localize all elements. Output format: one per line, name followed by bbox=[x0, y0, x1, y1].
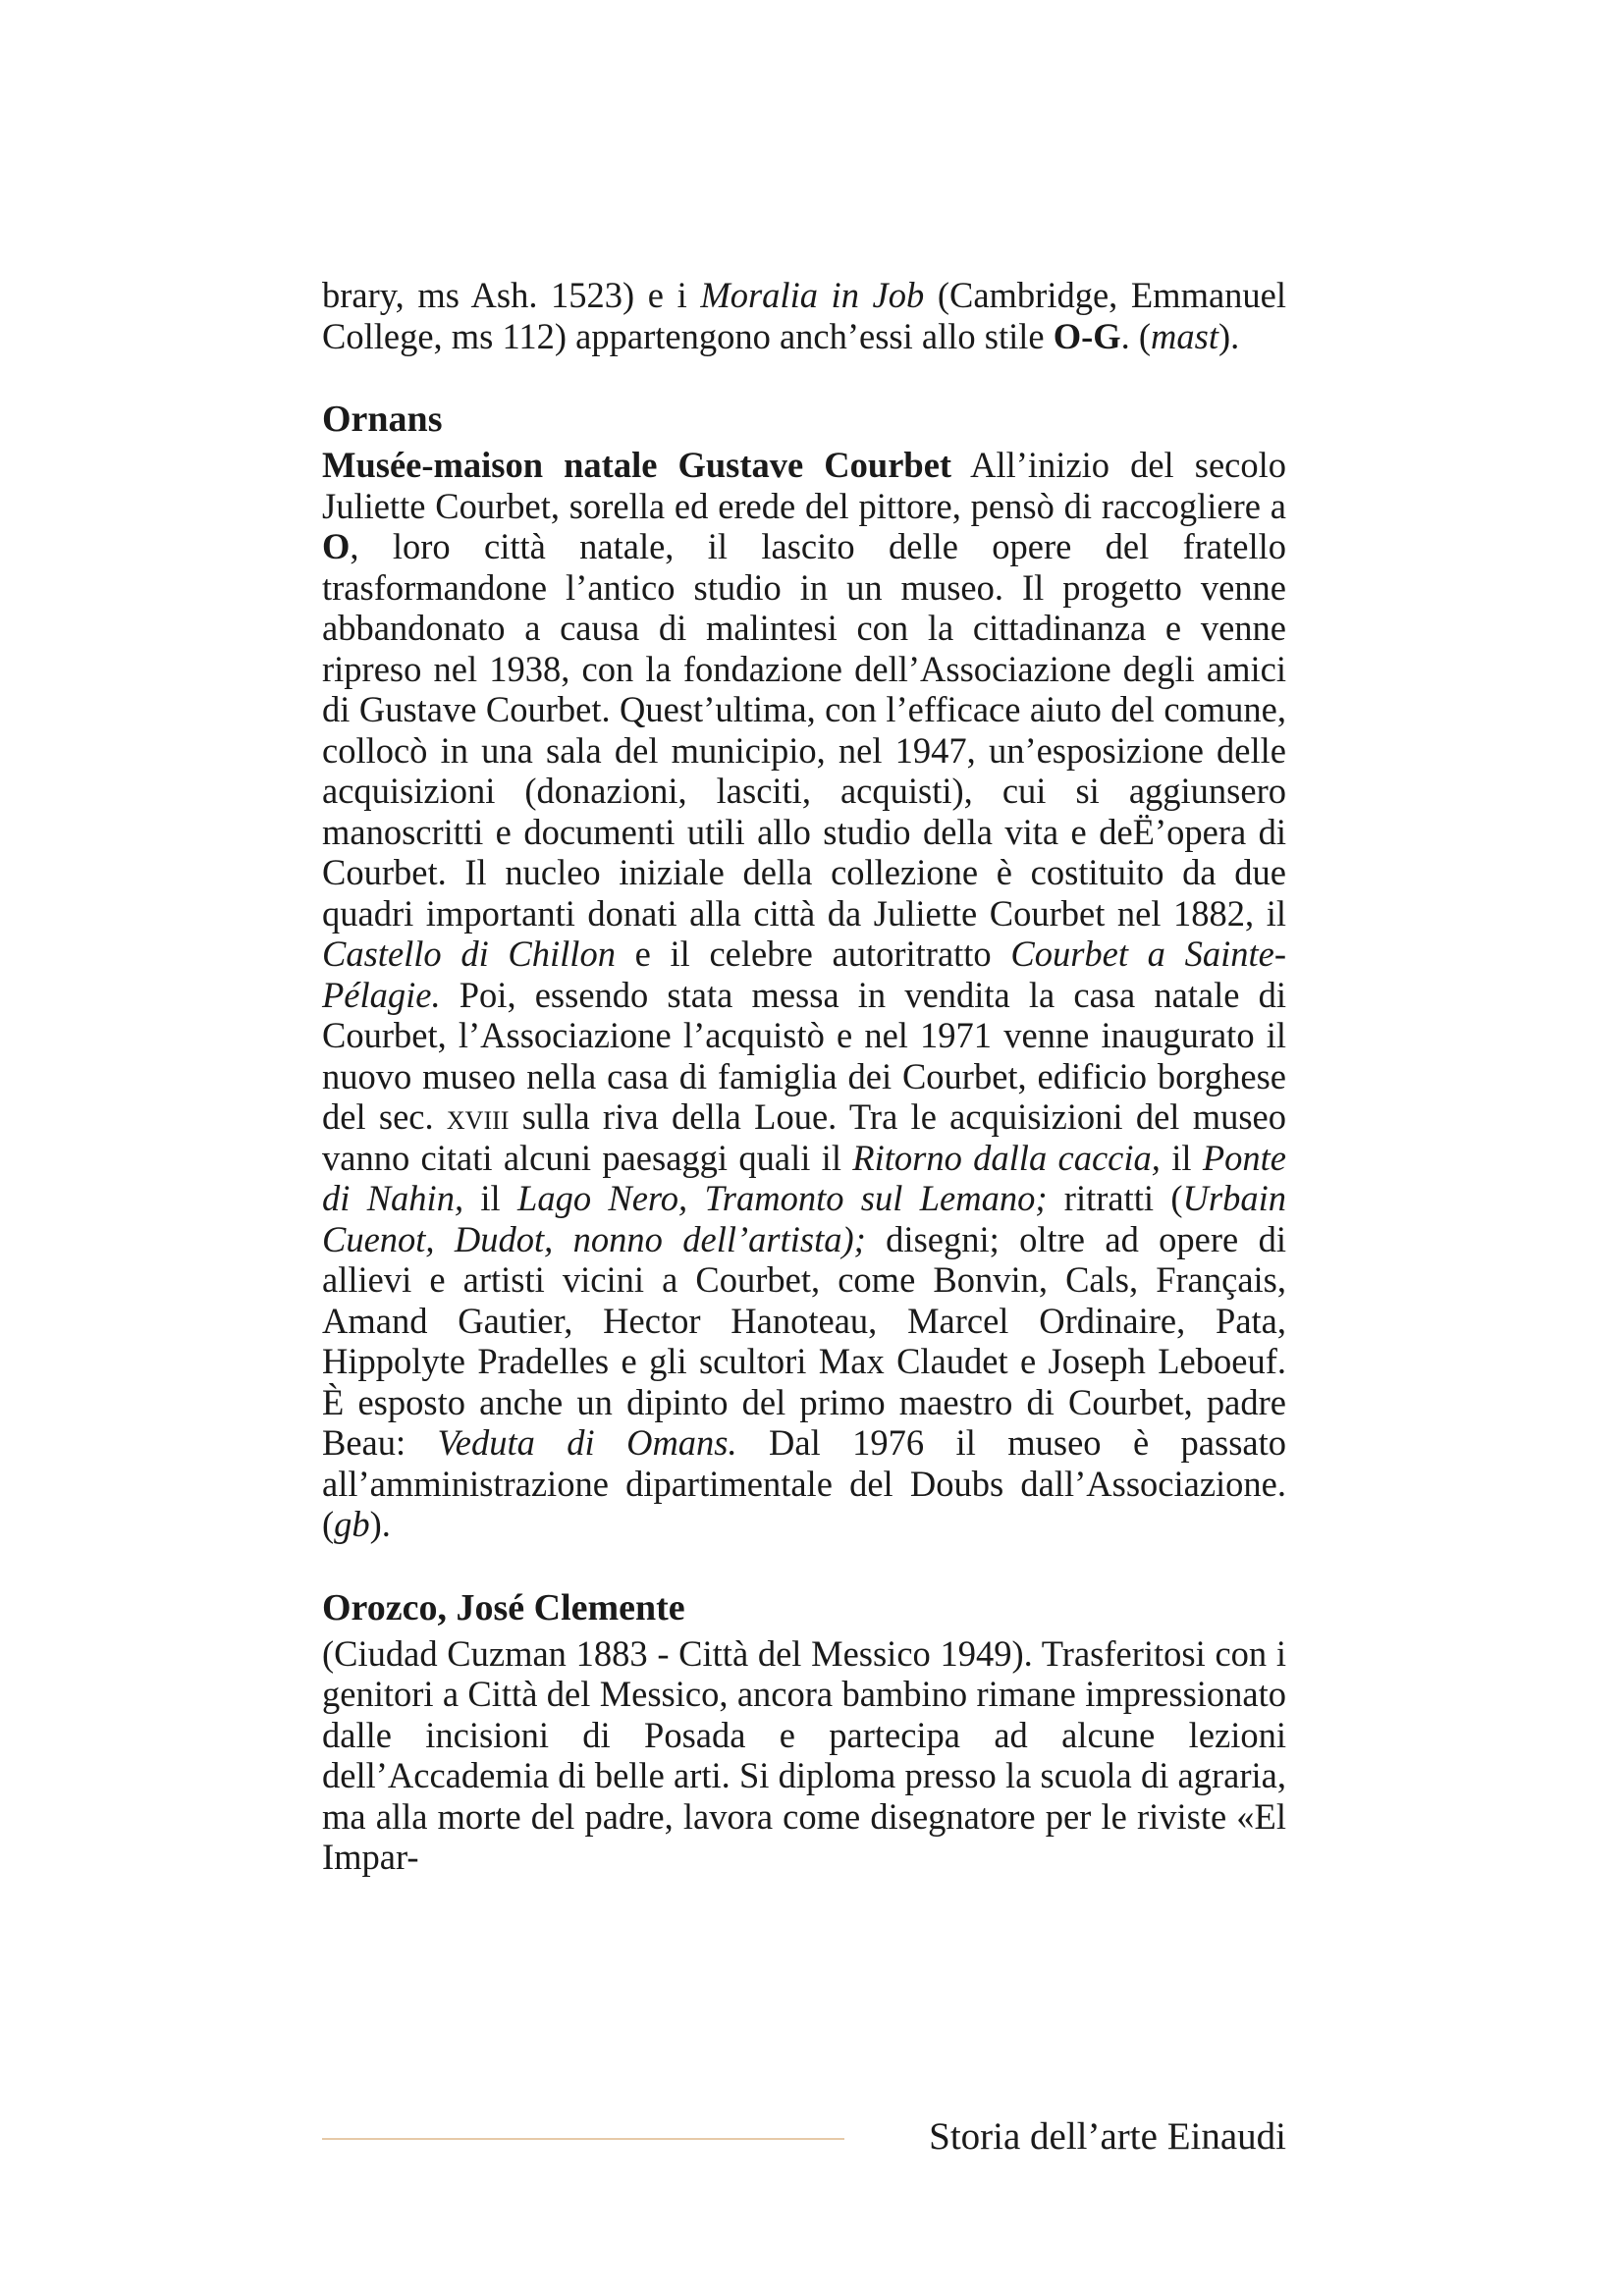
text-run: , loro città natale, il lascito delle opere del fratello trasformandone l’antico studio in un museo. Il progetto venne abbandonato a causa di malintesi con la cittadinanza e venne ripreso nel 1938, con la fondazione dell’Associazione degli amici di Gustave Courbet. Quest’ultima, con l’efficace aiuto del comune, collocò in una sala del municipio, nel 1947, un’esposizione delle acquisizioni (donazioni, lasciti, acquisti), cui si aggiunsero manoscritti e documenti utili allo studio della vita e deË’opera di Courbet. Il nucleo iniziale della collezione è costituito da due quadri importanti donati alla città da Juliette Courbet nel 1882, il bbox=[322, 526, 1286, 934]
italic-title: Veduta di Omans. bbox=[437, 1422, 737, 1463]
footer-rule bbox=[322, 2138, 844, 2140]
italic-title: Urbain Cuenot, Dudot, nonno dell’artista bbox=[322, 1178, 1286, 1259]
intro-paragraph bbox=[322, 275, 1286, 356]
author-initials: mast bbox=[1151, 315, 1218, 356]
museum-name: Musée-maison natale Gustave Courbet bbox=[322, 445, 952, 485]
text-run: il bbox=[463, 1178, 518, 1218]
ornans-paragraph bbox=[322, 445, 1286, 1545]
text-run: All’inizio del secolo Juliette Courbet, sorella ed erede del pittore, pensò di raccogliere a bbox=[322, 445, 1286, 526]
text-run: Poi, essendo stata messa in vendita la casa natale di Courbet, l’Associazione l’acquistò e nel 1971 venne inaugurato il nuovo museo nella casa di famiglia dei Courbet, edificio borghese del sec. bbox=[322, 974, 1286, 1137]
author-initials: gb bbox=[334, 1504, 370, 1544]
entry-heading-orozco: Orozco, José Clemente bbox=[322, 1586, 685, 1629]
text-run: . ( bbox=[1120, 315, 1152, 356]
text-run: ); bbox=[841, 1218, 866, 1259]
italic-title: Castello di Chillon bbox=[322, 934, 616, 974]
footer-title: Storia dell’arte Einaudi bbox=[929, 2115, 1286, 2158]
orozco-paragraph bbox=[322, 1633, 1286, 1878]
italic-title: Lago Nero, Tramonto sul Lemano; bbox=[517, 1178, 1048, 1218]
text-run: ritratti ( bbox=[1047, 1178, 1183, 1218]
text-run: ). bbox=[369, 1504, 391, 1544]
text-run: Dal 1976 il museo è passato all’amministrazione dipartimentale del Doubs dall’Associazione. ( bbox=[322, 1422, 1286, 1544]
entry-heading-ornans: Ornans bbox=[322, 399, 443, 440]
century-numeral: xviii bbox=[446, 1096, 510, 1137]
text-run: e il celebre autoritratto bbox=[615, 934, 1011, 974]
italic-title: Ponte di Nahin, bbox=[322, 1137, 1286, 1218]
bold-abbreviation: O bbox=[322, 526, 351, 566]
page-body bbox=[322, 275, 1286, 1878]
italic-title: Ritorno dalla caccia, bbox=[852, 1137, 1161, 1178]
text-run: (Ciudad Cuzman 1883 - Città del Messico 1949). Trasferitosi con i genitori a Città del Messico, ancora bambino rimane impressionato dalle incisioni di Posada e partecipa ad alcune lezioni dell’Accademia di belle arti. Si diploma presso la scuola di agraria, ma alla morte del padre, lavora come disegnatore per le riviste «El Impar- bbox=[322, 1632, 1286, 1877]
text-run: ). bbox=[1218, 315, 1240, 356]
text-run: il bbox=[1160, 1137, 1203, 1178]
page-footer bbox=[322, 2112, 1286, 2162]
text-run: brary, ms Ash. 1523) e i bbox=[322, 275, 701, 315]
italic-title: Moralia in Job bbox=[700, 275, 925, 315]
italic-title: Courbet a Sainte-Pélagie. bbox=[322, 934, 1286, 1015]
text-run: disegni; oltre ad opere di allievi e artisti vicini a Courbet, come Bonvin, Cals, Français, Amand Gautier, Hector Hanoteau, Marcel Ordinaire, Pata, Hippolyte Pradelles e gli scultori Max Claudet e Joseph Leboeuf. È esposto anche un dipinto del primo maestro di Courbet, padre Beau: bbox=[322, 1218, 1286, 1463]
bold-abbreviation: O-G bbox=[1053, 315, 1121, 356]
text-run: sulla riva della Loue. Tra le acquisizioni del museo vanno citati alcuni paesaggi quali il bbox=[322, 1096, 1286, 1178]
text-run: (Cambridge, Emmanuel College, ms 112) appartengono anch’essi allo stile bbox=[322, 275, 1287, 356]
